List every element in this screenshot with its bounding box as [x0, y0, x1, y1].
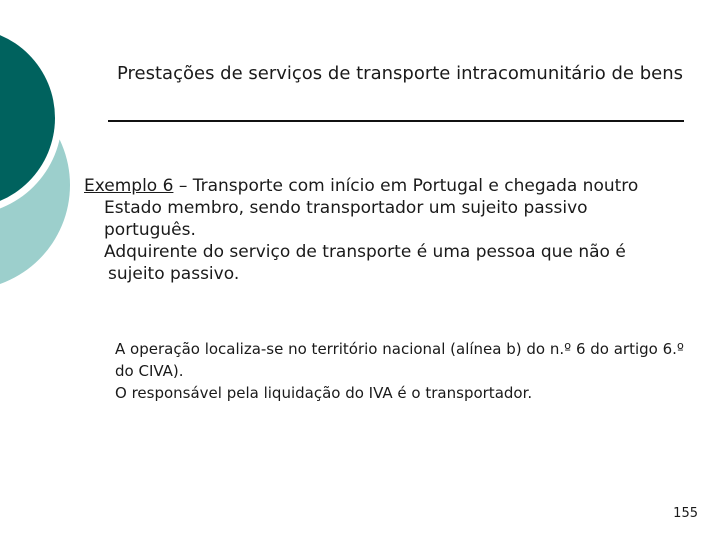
title-divider: [108, 120, 684, 122]
example-label: Exemplo 6: [84, 176, 174, 196]
conclusion-block: [115, 338, 685, 404]
example-paragraph: [84, 175, 684, 241]
page-number: 155: [673, 506, 698, 521]
conclusion-liability: O responsável pela liquidação do IVA é o transportador.: [115, 384, 533, 402]
example-description: – Transporte com início em Portugal e chegada noutro Estado membro, sendo transportador um sujeito passivo português.: [104, 176, 639, 240]
example-acquirer: Adquirente do serviço de transporte é uma pessoa que não é sujeito passivo.: [104, 242, 626, 284]
example-block: [84, 175, 684, 285]
slide-title: Prestações de serviços de transporte intracomunitário de bens: [117, 63, 683, 84]
conclusion-location: A operação localiza-se no território nacional (alínea b) do n.º 6 do artigo 6.º do CIVA).: [115, 340, 684, 380]
